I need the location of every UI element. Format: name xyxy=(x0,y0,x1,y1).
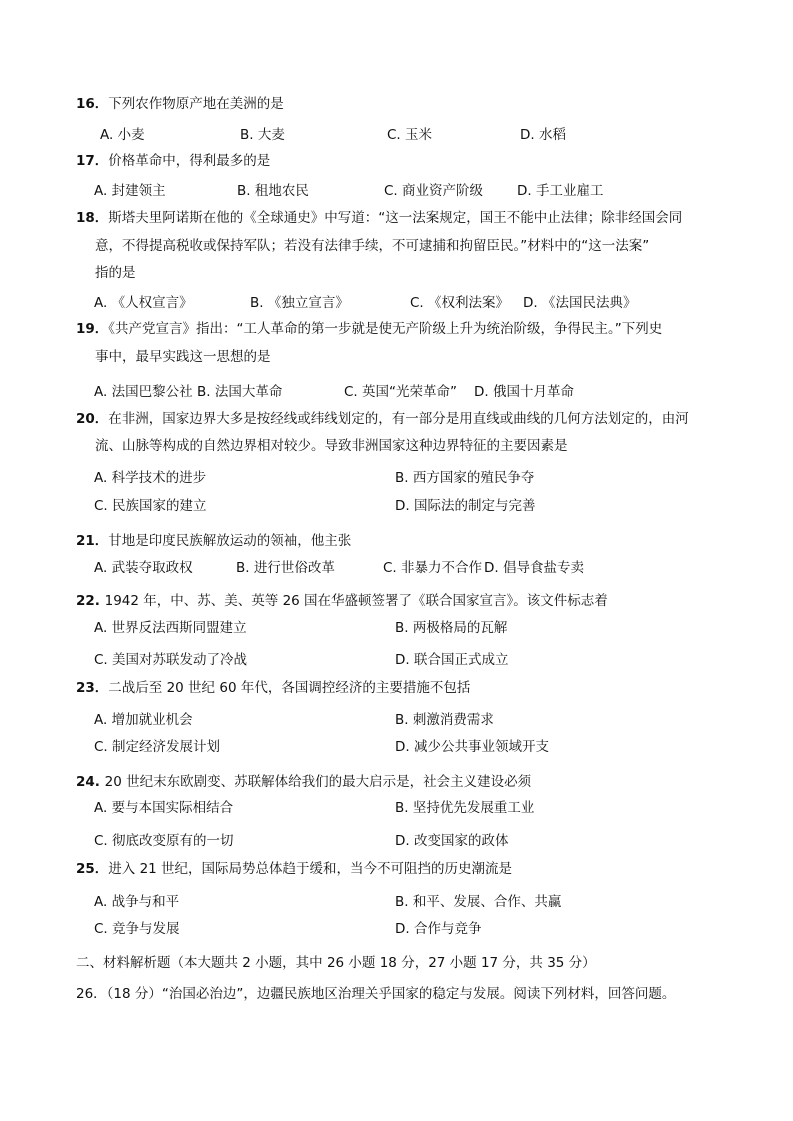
question-number: 24. xyxy=(76,774,105,790)
question-text: 20 世纪末东欧剧变、苏联解体给我们的最大启示是，社会主义建设必须 xyxy=(104,774,532,790)
q25-option-d: D. 合作与竞争 xyxy=(395,921,482,937)
question-number: 19． xyxy=(76,321,109,337)
question-19-stem-line2: 事中，最早实践这一思想的是 xyxy=(95,349,271,365)
q20-option-c: C. 民族国家的建立 xyxy=(94,498,207,514)
question-number: 21． xyxy=(76,533,109,549)
q25-option-c: C. 竞争与发展 xyxy=(94,921,180,937)
question-18-stem-line2: 意，不得提高税收或保持军队；若没有法律手续，不可逮捕和拘留臣民。”材料中的“这一法案” xyxy=(95,238,650,254)
q18-option-a: A. 《人权宣言》 xyxy=(94,295,193,311)
question-18-stem-line3: 指的是 xyxy=(95,265,136,281)
section-heading: 二、材料解析题（本大题共 2 小题，其中 26 小题 18 分，27 小题 17 分，共 35 分） xyxy=(76,955,596,971)
question-number: 16． xyxy=(76,96,109,112)
question-number: 25． xyxy=(76,861,109,877)
question-number: 23． xyxy=(76,680,109,696)
q20-option-d: D. 国际法的制定与完善 xyxy=(395,498,536,514)
q22-option-d: D. 联合国正式成立 xyxy=(395,652,509,668)
q23-option-d: D. 减少公共事业领域开支 xyxy=(395,739,549,755)
q23-option-c: C. 制定经济发展计划 xyxy=(94,739,221,755)
q22-option-b: B. 两极格局的瓦解 xyxy=(395,620,508,636)
q24-option-c: C. 彻底改变原有的一切 xyxy=(94,833,234,849)
question-number: 17． xyxy=(76,153,109,169)
q17-option-b: B. 租地农民 xyxy=(237,183,309,199)
question-text: 下列农作物原产地在美洲的是 xyxy=(108,96,284,112)
question-26-stem: 26．（18 分）“治国必治边”，边疆民族地区治理关乎国家的稳定与发展。阅读下列材料，回答问题。 xyxy=(76,986,676,1002)
question-24-stem xyxy=(76,773,531,791)
question-19-stem xyxy=(76,320,662,338)
question-18-stem xyxy=(76,209,682,227)
q21-option-d: D. 倡导食盐专卖 xyxy=(484,560,584,576)
question-text: 二战后至 20 世纪 60 年代，各国调控经济的主要措施不包括 xyxy=(108,680,471,696)
question-text: 《共产党宣言》指出：“工人革命的第一步就是使无产阶级上升为统治阶级，争得民主。”下列史 xyxy=(108,321,663,337)
q19-option-a: A. 法国巴黎公社 xyxy=(94,384,193,400)
q20-option-b: B. 西方国家的殖民争夺 xyxy=(395,470,535,486)
question-number: 18． xyxy=(76,210,109,226)
q17-option-c: C. 商业资产阶级 xyxy=(384,183,484,199)
q22-option-c: C. 美国对苏联发动了冷战 xyxy=(94,652,248,668)
q17-option-a: A. 封建领主 xyxy=(94,183,166,199)
question-25-stem xyxy=(76,860,512,878)
question-23-stem xyxy=(76,679,470,697)
q24-option-d: D. 改变国家的政体 xyxy=(395,833,509,849)
q23-option-a: A. 增加就业机会 xyxy=(94,712,193,728)
q25-option-b: B. 和平、发展、合作、共赢 xyxy=(395,894,562,910)
q18-option-b: B. 《独立宣言》 xyxy=(250,295,349,311)
question-20-stem xyxy=(76,410,689,428)
question-text: 在非洲，国家边界大多是按经线或纬线划定的，有一部分是用直线或曲线的几何方法划定的，由河 xyxy=(108,411,689,427)
q19-option-b: B. 法国大革命 xyxy=(197,384,283,400)
q24-option-b: B. 坚持优先发展重工业 xyxy=(395,800,535,816)
q21-option-b: B. 进行世俗改革 xyxy=(236,560,335,576)
q17-option-d: D. 手工业雇工 xyxy=(517,183,604,199)
question-text: 进入 21 世纪，国际局势总体趋于缓和，当今不可阻挡的历史潮流是 xyxy=(108,861,513,877)
question-22-stem xyxy=(76,592,608,610)
q16-option-b: B. 大麦 xyxy=(240,127,285,143)
q16-option-a: A. 小麦 xyxy=(100,127,145,143)
question-20-stem-line2: 流、山脉等构成的自然边界相对较少。导致非洲国家这种边界特征的主要因素是 xyxy=(95,438,568,454)
question-text: 斯塔夫里阿诺斯在他的《全球通史》中写道：“这一法案规定，国王不能中止法律；除非经国会同 xyxy=(108,210,683,226)
q16-option-c: C. 玉米 xyxy=(387,127,433,143)
q21-option-c: C. 非暴力不合作 xyxy=(383,560,483,576)
q23-option-b: B. 刺激消费需求 xyxy=(395,712,494,728)
q18-option-d: D. 《法国民法典》 xyxy=(523,295,637,311)
q19-option-d: D. 俄国十月革命 xyxy=(474,384,574,400)
q21-option-a: A. 武装夺取政权 xyxy=(94,560,193,576)
question-number: 20． xyxy=(76,411,109,427)
question-text: 价格革命中，得利最多的是 xyxy=(108,153,271,169)
q18-option-c: C. 《权利法案》 xyxy=(410,295,510,311)
question-number: 22. xyxy=(76,593,105,609)
q24-option-a: A. 要与本国实际相结合 xyxy=(94,800,234,816)
q20-option-a: A. 科学技术的进步 xyxy=(94,470,207,486)
question-21-stem xyxy=(76,532,351,550)
q22-option-a: A. 世界反法西斯同盟建立 xyxy=(94,620,247,636)
question-16-stem xyxy=(76,95,284,113)
question-text: 甘地是印度民族解放运动的领袖，他主张 xyxy=(108,533,352,549)
question-text: 1942 年，中、苏、美、英等 26 国在华盛顿签署了《联合国家宣言》。该文件标志着 xyxy=(104,593,608,609)
question-17-stem xyxy=(76,152,270,170)
q25-option-a: A. 战争与和平 xyxy=(94,894,180,910)
q19-option-c: C. 英国“光荣革命” xyxy=(344,384,457,400)
q16-option-d: D. 水稻 xyxy=(520,127,566,143)
